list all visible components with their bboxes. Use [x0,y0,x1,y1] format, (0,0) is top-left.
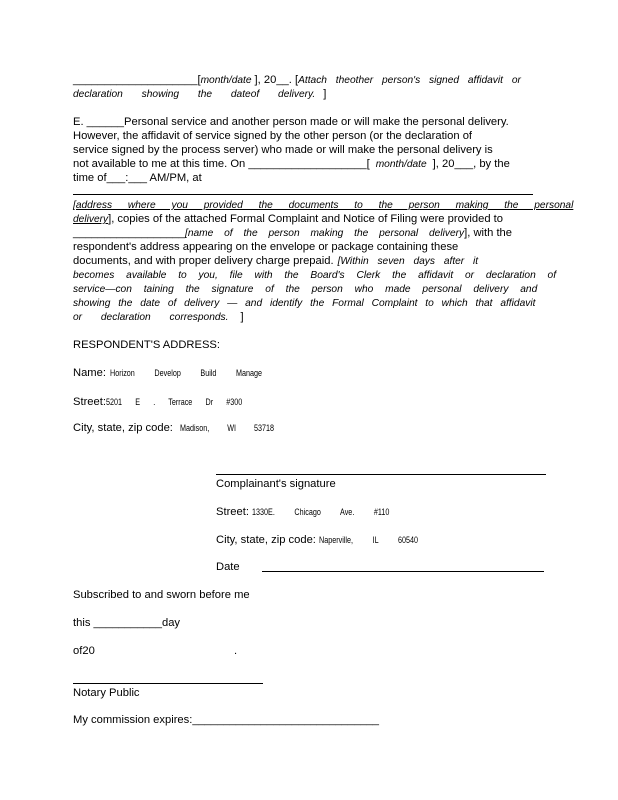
date-blank[interactable]: ____________________ [73,74,198,86]
section-d-line1: ____________________[month/date ], 20__. [Attach theother person's signed affidavit or [73,74,521,86]
complainant-city-row [216,533,443,547]
commission-label: My commission expires: [73,714,193,726]
of-year-row: of20 [73,645,95,657]
section-e-line12: service—con taining the signature of the person who made personal delivery and [73,284,538,295]
complainant-street-row [216,505,424,519]
respondent-city-value[interactable]: Madison, WI 53718 [180,423,275,433]
respondent-name-row [73,366,300,380]
address-blank-line[interactable] [73,194,533,195]
section-e-line11: becomes available to you, file with the Board's Clerk the affidavit or declaration of [73,270,557,281]
respondent-name-label: Name: [73,367,106,379]
section-e-line14: or declaration corresponds. ] [73,311,244,323]
section-d-line2: declaration showing the dateof delivery. ] [73,88,327,100]
commission-blank[interactable]: ______________________________ [192,714,380,726]
notary-signature-line[interactable] [73,683,263,684]
section-e-line5: time of___:___ AM/PM, at [73,172,202,184]
subscribed-text: Subscribed to and sworn before me [73,589,250,601]
complainant-city-label: City, state, zip code: [216,534,316,546]
section-e-line4: not available to me at this time. On ___________________[ month/date ], 20___, by the [73,158,510,170]
year-field[interactable]: 20 [82,645,95,657]
respondent-heading: RESPONDENT'S ADDRESS: [73,339,220,351]
section-e-line2: However, the affidavit of service signed by the other person (or the declaration of [73,130,473,142]
notary-public-label: Notary Public [73,687,140,699]
section-e-line1: E. ______Personal service and another person made or will make the personal delivery. [73,116,509,128]
complainant-date-label: Date [216,561,240,573]
complainant-street-label: Street: [216,506,249,518]
section-e-line3: service signed by the process server) who made or will make the personal delivery is [73,144,493,156]
respondent-city-row [73,421,298,435]
commission-row [73,713,379,727]
year-period: . [234,645,238,657]
complainant-street-value[interactable]: 1330E. Chicago Ave. #110 [252,507,390,517]
this-day-row: this ___________day [73,617,181,629]
complainant-signature-line[interactable] [216,474,546,475]
respondent-street-label: Street: [73,396,106,408]
date-signature-line[interactable] [262,571,544,572]
respondent-street-value[interactable]: 5201 E . Terrace Dr #300 [105,397,243,407]
respondent-city-label: City, state, zip code: [73,422,173,434]
section-e-line7: delivery], copies of the attached Formal Complaint and Notice of Filing were provided to [73,213,503,225]
section-e-line8: __________________[name of the person making the personal delivery], with the [73,227,513,239]
section-e-line6: [address where you provided the documents to the person making the personal [73,200,574,211]
day-blank[interactable]: ___________ [93,617,162,629]
person-name-blank[interactable]: __________________ [73,227,185,239]
respondent-street-row [73,395,276,409]
section-e-line10: documents, and with proper delivery charge prepaid. [Within seven days after it [73,255,479,267]
complainant-signature-label: Complainant's signature [216,478,336,490]
section-e-line9: respondent's address appearing on the envelope or package containing these [73,241,459,253]
month-date-hint: month/date [200,75,252,86]
complainant-city-value[interactable]: Naperville, IL 60540 [319,535,418,545]
respondent-name-value[interactable]: Horizon Develop Build Manage [110,368,263,378]
attach-instruction: Attach theother person's signed affidavit or [298,75,521,86]
section-e-line13: showing the date of delivery — and identify the Formal Complaint to which that affidavit [73,298,536,309]
